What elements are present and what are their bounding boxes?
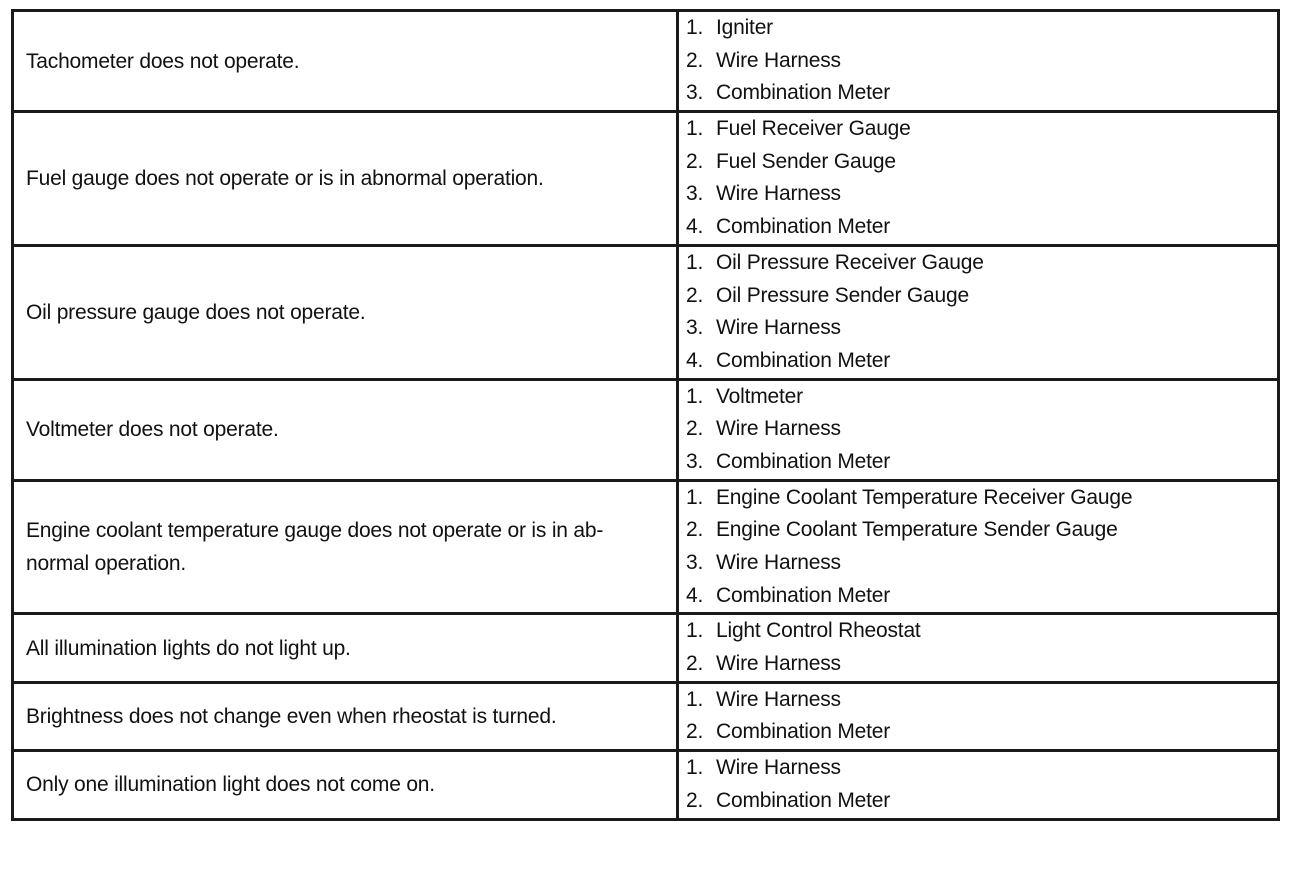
cause-text: Wire Harness — [716, 182, 841, 206]
cause-number: 3. — [686, 81, 704, 105]
cause-item — [686, 178, 1277, 211]
table-body — [13, 11, 1279, 820]
cause-item — [686, 77, 1277, 110]
causes-cell — [678, 11, 1279, 112]
table-row — [13, 682, 1279, 750]
cause-item — [686, 684, 1277, 717]
cause-number: 3. — [686, 551, 704, 574]
table-row — [13, 751, 1279, 819]
cause-text: Wire Harness — [716, 48, 841, 72]
causes-cell — [678, 682, 1279, 750]
cause-text: Fuel Sender Gauge — [716, 149, 896, 173]
symptom-line: normal operation. — [26, 552, 187, 575]
causes-cell — [678, 614, 1279, 682]
cause-text: Wire Harness — [716, 652, 841, 676]
cause-item — [686, 615, 1277, 648]
cause-text: Combination Meter — [716, 583, 891, 607]
cause-list — [686, 752, 1277, 817]
symptom-cell — [13, 480, 678, 614]
cause-number: 2. — [686, 788, 704, 812]
cause-text: Light Control Rheostat — [716, 619, 921, 643]
cause-list — [686, 247, 1277, 378]
cause-text: Wire Harness — [716, 756, 841, 780]
cause-text: Oil Pressure Receiver Gauge — [716, 250, 984, 274]
symptom-line: Engine coolant temperature gauge does not operate or is in ab- — [26, 519, 604, 542]
cause-number: 2. — [686, 283, 704, 307]
cause-list — [686, 684, 1277, 749]
cause-number: 1. — [686, 485, 704, 509]
cause-number: 2. — [686, 417, 704, 441]
cause-item — [686, 211, 1277, 244]
cause-item — [686, 580, 1277, 613]
cause-text: Combination Meter — [716, 720, 891, 744]
cause-text: Engine Coolant Temperature Receiver Gauge — [716, 485, 1133, 509]
cause-list — [686, 615, 1277, 680]
cause-text: Voltmeter — [716, 384, 803, 408]
cause-text: Combination Meter — [716, 449, 891, 473]
cause-item — [686, 752, 1277, 785]
cause-number: 3. — [686, 449, 704, 473]
cause-text: Combination Meter — [716, 348, 891, 372]
cause-number: 1. — [686, 117, 704, 141]
cause-item — [686, 381, 1277, 414]
cause-number: 1. — [686, 250, 704, 274]
cause-number: 2. — [686, 48, 704, 72]
cause-text: Wire Harness — [716, 417, 841, 441]
cause-number: 2. — [686, 149, 704, 173]
cause-item — [686, 648, 1277, 681]
symptom-cell: All illumination lights do not light up. — [13, 614, 678, 682]
cause-number: 3. — [686, 316, 704, 340]
cause-item — [686, 482, 1277, 515]
cause-number: 1. — [686, 687, 704, 711]
cause-text: Fuel Receiver Gauge — [716, 117, 911, 141]
cause-list — [686, 113, 1277, 244]
cause-number: 1. — [686, 756, 704, 780]
cause-item — [686, 413, 1277, 446]
cause-text: Combination Meter — [716, 788, 891, 812]
cause-number: 2. — [686, 652, 704, 676]
cause-item — [686, 547, 1277, 580]
symptom-cell: Tachometer does not operate. — [13, 11, 678, 112]
cause-item — [686, 345, 1277, 378]
cause-list — [686, 381, 1277, 479]
cause-item — [686, 785, 1277, 818]
cause-item — [686, 280, 1277, 313]
causes-cell — [678, 379, 1279, 480]
cause-number: 1. — [686, 384, 704, 408]
cause-list — [686, 482, 1277, 613]
symptom-cell: Only one illumination light does not come on. — [13, 751, 678, 819]
cause-number: 4. — [686, 348, 704, 372]
cause-list — [686, 12, 1277, 110]
table-row — [13, 379, 1279, 480]
cause-number: 2. — [686, 518, 704, 542]
cause-item — [686, 514, 1277, 547]
cause-item — [686, 146, 1277, 179]
cause-item — [686, 312, 1277, 345]
cause-text: Wire Harness — [716, 687, 841, 711]
symptom-cell: Fuel gauge does not operate or is in abnormal operation. — [13, 112, 678, 246]
causes-cell — [678, 751, 1279, 819]
cause-number: 3. — [686, 182, 704, 206]
cause-item — [686, 716, 1277, 749]
cause-text: Wire Harness — [716, 316, 841, 340]
table-row — [13, 11, 1279, 112]
cause-text: Combination Meter — [716, 81, 891, 105]
causes-cell — [678, 480, 1279, 614]
cause-number: 2. — [686, 720, 704, 744]
table-row — [13, 112, 1279, 246]
cause-number: 4. — [686, 583, 704, 607]
symptom-cell: Voltmeter does not operate. — [13, 379, 678, 480]
table-row — [13, 614, 1279, 682]
cause-number: 1. — [686, 619, 704, 643]
troubleshooting-table — [11, 9, 1280, 821]
cause-item — [686, 113, 1277, 146]
causes-cell — [678, 112, 1279, 246]
cause-item — [686, 45, 1277, 78]
cause-text: Oil Pressure Sender Gauge — [716, 283, 969, 307]
cause-text: Igniter — [716, 16, 773, 39]
cause-text: Engine Coolant Temperature Sender Gauge — [716, 518, 1118, 542]
cause-text: Combination Meter — [716, 215, 891, 239]
symptom-cell: Oil pressure gauge does not operate. — [13, 245, 678, 379]
table-row — [13, 480, 1279, 614]
cause-item — [686, 247, 1277, 280]
table-row — [13, 245, 1279, 379]
cause-number: 4. — [686, 215, 704, 239]
cause-item — [686, 446, 1277, 479]
causes-cell — [678, 245, 1279, 379]
cause-text: Wire Harness — [716, 551, 841, 574]
cause-number: 1. — [686, 16, 704, 39]
symptom-cell: Brightness does not change even when rheostat is turned. — [13, 682, 678, 750]
cause-item — [686, 12, 1277, 45]
